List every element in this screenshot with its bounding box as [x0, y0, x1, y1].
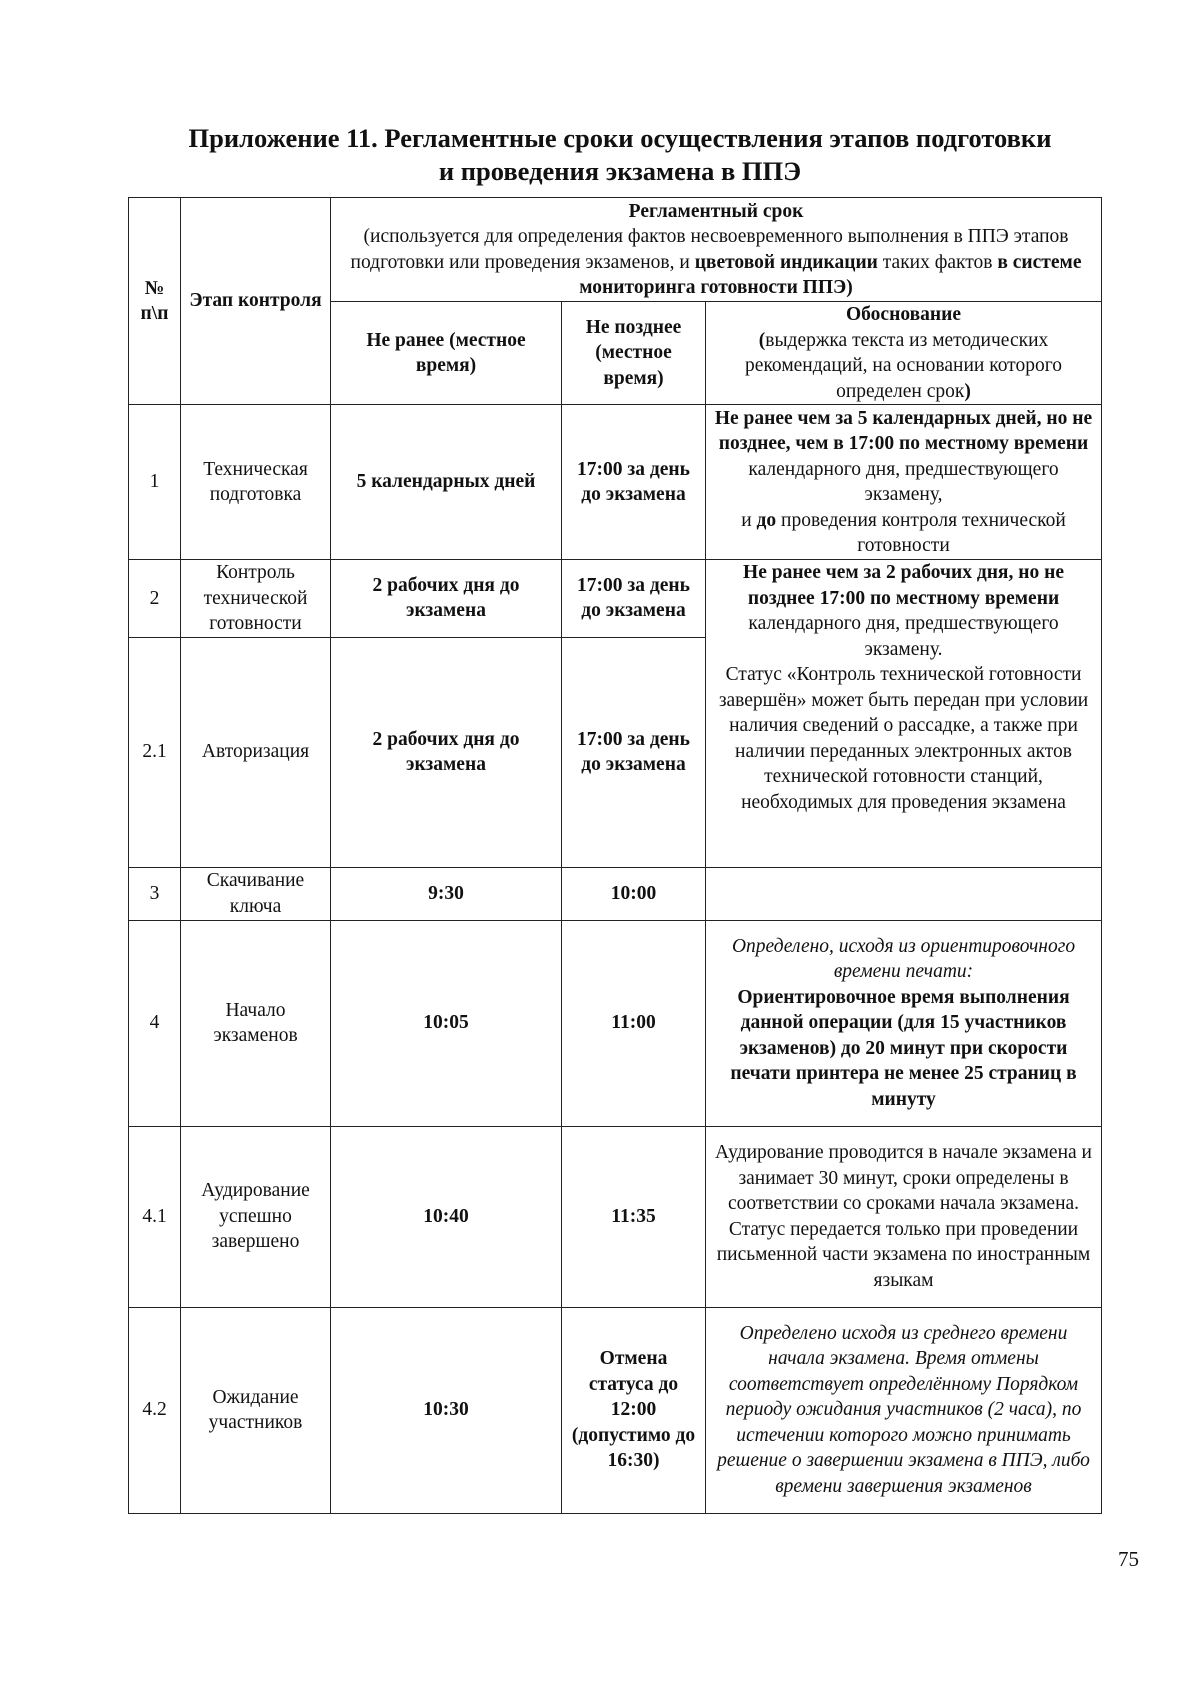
row-basis: Определено, исходя из ориентировочного времени печати: Ориентировочное время выполнения данной операции (для 15 участников экзаменов) до 20 минут при скорости печати принтера не менее 25 страниц в минуту	[706, 920, 1102, 1126]
row-stage: Аудирование успешно завершено	[181, 1126, 331, 1307]
row-not-earlier: 10:40	[331, 1126, 562, 1307]
row-num: 3	[129, 867, 181, 920]
row-not-later: 10:00	[562, 867, 706, 920]
row-not-later: 17:00 за день до экзамена	[562, 637, 706, 867]
row-not-earlier: 5 календарных дней	[331, 405, 562, 560]
row-not-earlier: 9:30	[331, 867, 562, 920]
row-stage: Начало экзаменов	[181, 920, 331, 1126]
row-not-earlier: 10:05	[331, 920, 562, 1126]
row-basis	[706, 867, 1102, 920]
header-num: № п\п	[129, 198, 181, 405]
table-row	[129, 405, 1102, 560]
row-basis: Определено исходя из среднего времени начала экзамена. Время отмены соответствует определённому Порядком периоду ожидания участников (2 часа), по истечении которого можно принимать решение о завершении экзамена в ППЭ, либо времени завершения экзаменов	[706, 1307, 1102, 1513]
row-not-later: 17:00 за день до экзамена	[562, 560, 706, 638]
header-basis-title: Обоснование	[846, 304, 961, 325]
header-regulatory-title: Регламентный срок	[628, 200, 804, 222]
header-row-1	[129, 198, 1102, 302]
page-title	[120, 122, 1120, 188]
row-stage: Скачивание ключа	[181, 867, 331, 920]
row-basis: Не ранее чем за 2 рабочих дня, но не позднее 17:00 по местному времени календарного дня, предшествующего экзамену. Статус «Контроль технической готовности завершён» может быть передан при условии наличия сведений о рассадке, а также при наличии переданных электронных актов технической готовности станций, необходимых для проведения экзамена	[706, 560, 1102, 868]
row-stage: Авторизация	[181, 637, 331, 867]
table-row	[129, 867, 1102, 920]
table-row	[129, 1126, 1102, 1307]
row-not-earlier: 2 рабочих дня до экзамена	[331, 560, 562, 638]
header-regulatory	[331, 198, 1102, 302]
row-num: 2.1	[129, 637, 181, 867]
header-not-earlier: Не ранее (местное время)	[331, 302, 562, 405]
row-not-later: 11:00	[562, 920, 706, 1126]
row-num: 1	[129, 405, 181, 560]
header-basis	[706, 302, 1102, 405]
row-stage: Техническая подготовка	[181, 405, 331, 560]
row-not-earlier: 2 рабочих дня до экзамена	[331, 637, 562, 867]
row-basis: Не ранее чем за 5 календарных дней, но не позднее, чем в 17:00 по местному времени календарного дня, предшествующего экзамену, и до проведения контроля технической готовности	[706, 405, 1102, 560]
title-line-2: и проведения экзамена в ППЭ	[438, 156, 802, 186]
row-basis: Аудирование проводится в начале экзамена и занимает 30 минут, сроки определены в соответствии со сроками начала экзамена. Статус передается только при проведении письменной части экзамена по иностранным языкам	[706, 1126, 1102, 1307]
header-regulatory-desc: (используется для определения фактов несвоевременного выполнения в ППЭ этапов подготовки или проведения экзаменов, и цветовой индикации таких фактов в системе мониторинга готовности ППЭ)	[350, 226, 1082, 298]
table-row	[129, 560, 1102, 638]
page-number: 75	[1118, 1547, 1139, 1571]
header-basis-desc: (выдержка текста из методических рекомендаций, на основании которого определен срок)	[745, 329, 1062, 402]
header-stage: Этап контроля	[181, 198, 331, 405]
row-num: 4.2	[129, 1307, 181, 1513]
row-not-later: 17:00 за день до экзамена	[562, 405, 706, 560]
regulatory-deadlines-table	[128, 197, 1102, 1514]
row-num: 4.1	[129, 1126, 181, 1307]
row-stage: Ожидание участников	[181, 1307, 331, 1513]
table-row	[129, 920, 1102, 1126]
header-not-later: Не позднее (местное время)	[562, 302, 706, 405]
row-not-later: Отмена статуса до 12:00 (допустимо до 16:30)	[562, 1307, 706, 1513]
row-not-earlier: 10:30	[331, 1307, 562, 1513]
title-line-1: Приложение 11. Регламентные сроки осуществления этапов подготовки	[188, 123, 1052, 153]
row-num: 2	[129, 560, 181, 638]
row-stage: Контроль технической готовности	[181, 560, 331, 638]
row-num: 4	[129, 920, 181, 1126]
table-row	[129, 1307, 1102, 1513]
row-not-later: 11:35	[562, 1126, 706, 1307]
